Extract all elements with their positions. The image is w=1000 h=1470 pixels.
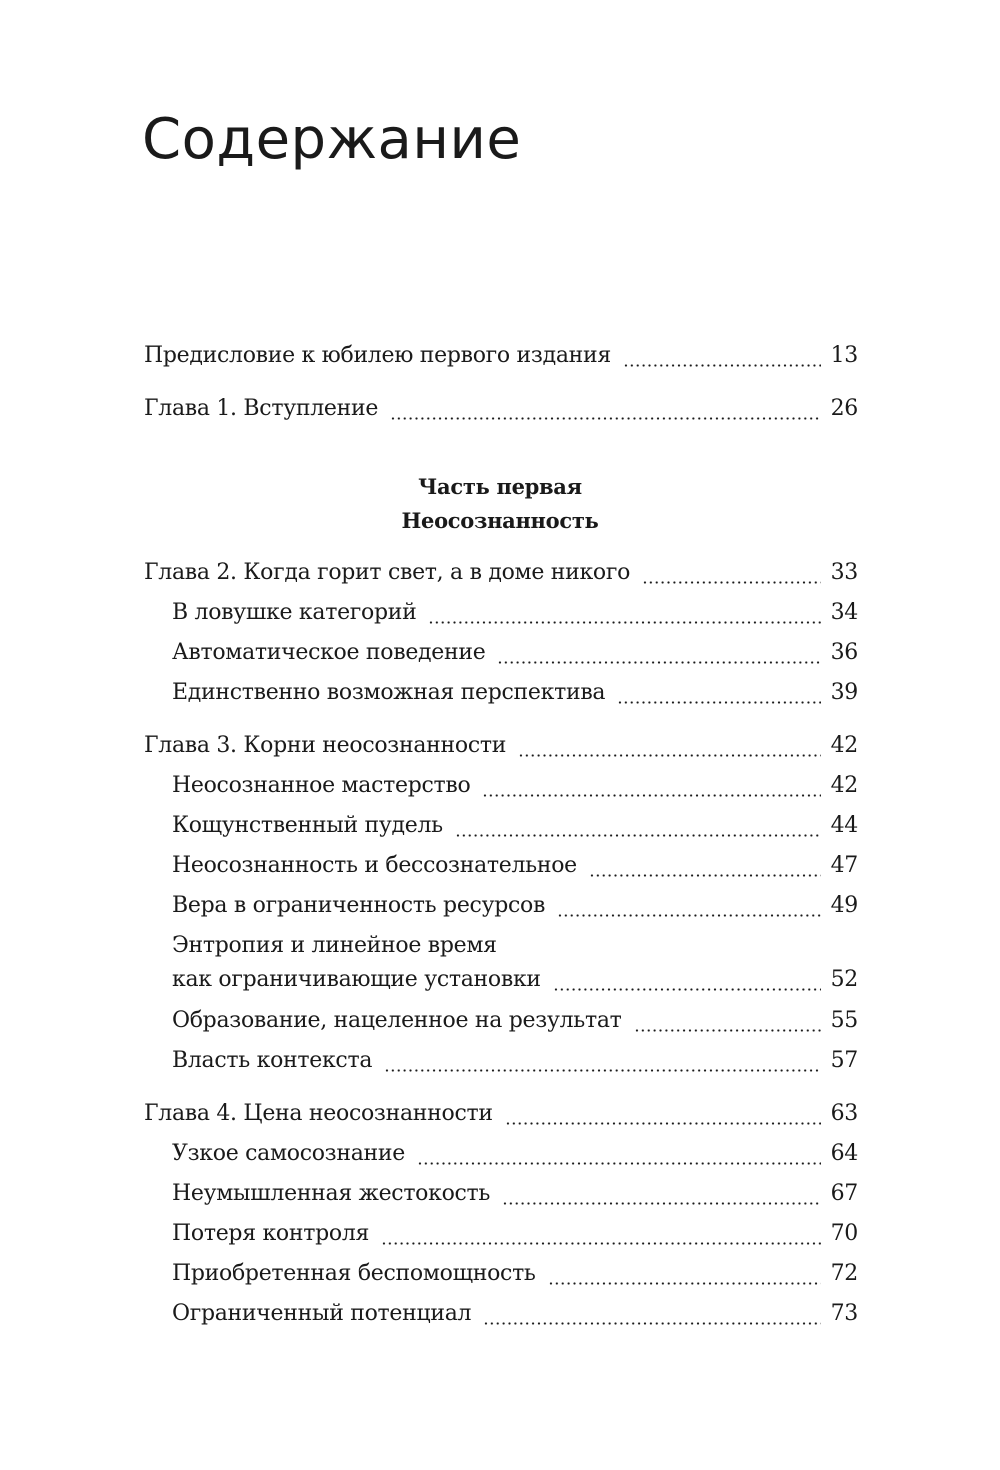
dot-leader xyxy=(548,1257,821,1291)
toc-page-number: 26 xyxy=(830,396,858,421)
part-name-heading: Неосознанность xyxy=(401,508,599,533)
toc-entry-section[interactable] xyxy=(172,929,858,997)
toc-page-number: 49 xyxy=(830,893,858,918)
toc-entry-label: Власть контекста xyxy=(172,1048,373,1073)
dot-leader xyxy=(623,339,821,373)
dot-leader xyxy=(553,963,821,997)
dot-leader xyxy=(455,809,821,843)
toc-entry-label: Узкое самосознание xyxy=(172,1141,405,1166)
toc-entry-label: Неумышленная жестокость xyxy=(172,1181,491,1206)
dot-leader xyxy=(505,1097,821,1131)
dot-leader xyxy=(518,729,820,763)
toc-entry-section[interactable] xyxy=(172,1137,858,1171)
toc-entry-label: Автоматическое поведение xyxy=(172,640,486,665)
toc-entry-label: Глава 2. Когда горит свет, а в доме никого xyxy=(144,560,631,585)
toc-entry-label: Образование, нацеленное на результат xyxy=(172,1008,622,1033)
part-number-heading: Часть первая xyxy=(418,474,582,499)
toc-page-number: 63 xyxy=(830,1101,858,1126)
toc-page-number: 72 xyxy=(830,1261,858,1286)
toc-page-number: 67 xyxy=(830,1181,858,1206)
toc-entry-preface[interactable] xyxy=(144,339,858,373)
toc-page-number: 39 xyxy=(830,680,858,705)
toc-entry-section[interactable] xyxy=(172,1217,858,1251)
toc-entry-section[interactable] xyxy=(172,1297,858,1331)
dot-leader xyxy=(384,1044,820,1078)
toc-entry-label: Предисловие к юбилею первого издания xyxy=(144,343,611,368)
toc-entry-section[interactable] xyxy=(172,1257,858,1291)
toc-entry-section[interactable] xyxy=(172,636,858,670)
dot-leader xyxy=(617,676,820,710)
toc-entry-label: Единственно возможная перспектива xyxy=(172,680,606,705)
toc-entry-label: Глава 1. Вступление xyxy=(144,396,379,421)
toc-page-number: 36 xyxy=(830,640,858,665)
toc-entry-section[interactable] xyxy=(172,1004,858,1038)
toc-entry-label: Вера в ограниченность ресурсов xyxy=(172,893,546,918)
toc-page-number: 42 xyxy=(830,773,858,798)
toc-page-number: 13 xyxy=(830,343,858,368)
toc-page-number: 57 xyxy=(830,1048,858,1073)
dot-leader xyxy=(634,1004,821,1038)
toc-entry-label-line-2: как ограничивающие установки xyxy=(172,967,541,992)
toc-entry-section[interactable] xyxy=(172,596,858,630)
toc-page-number: 44 xyxy=(830,813,858,838)
toc-entry-label: Глава 4. Цена неосознанности xyxy=(144,1101,493,1126)
page-title: Содержание xyxy=(142,107,522,172)
dot-leader xyxy=(390,392,821,426)
dot-leader xyxy=(483,1297,820,1331)
toc-entry-label: Кощунственный пудель xyxy=(172,813,443,838)
toc-entry-section[interactable] xyxy=(172,769,858,803)
toc-entry-chapter-1[interactable] xyxy=(144,392,858,426)
toc-entry-section[interactable] xyxy=(172,1044,858,1078)
toc-page-number: 70 xyxy=(830,1221,858,1246)
dot-leader xyxy=(381,1217,821,1251)
toc-page-number: 55 xyxy=(830,1008,858,1033)
toc-entry-label: Глава 3. Корни неосознанности xyxy=(144,733,507,758)
toc-entry-label: Ограниченный потенциал xyxy=(172,1301,472,1326)
toc-entry-section[interactable] xyxy=(172,809,858,843)
toc-page-number: 73 xyxy=(830,1301,858,1326)
toc-entry-label: Приобретенная беспомощность xyxy=(172,1261,536,1286)
dot-leader xyxy=(642,556,821,590)
dot-leader xyxy=(589,849,821,883)
toc-entry-label: Неосознанное мастерство xyxy=(172,773,471,798)
toc-page-number: 47 xyxy=(830,853,858,878)
toc-entry-section[interactable] xyxy=(172,676,858,710)
dot-leader xyxy=(557,889,821,923)
toc-entry-label xyxy=(172,929,541,997)
dot-leader xyxy=(482,769,820,803)
toc-entry-chapter-2[interactable] xyxy=(144,556,858,590)
toc-entry-chapter-4[interactable] xyxy=(144,1097,858,1131)
toc-entry-section[interactable] xyxy=(172,1177,858,1211)
toc-entry-label: В ловушке категорий xyxy=(172,600,417,625)
dot-leader xyxy=(497,636,820,670)
dot-leader xyxy=(428,596,820,630)
toc-page-number: 64 xyxy=(830,1141,858,1166)
toc-page-number: 34 xyxy=(830,600,858,625)
toc-page-number: 52 xyxy=(830,967,858,992)
dot-leader xyxy=(502,1177,820,1211)
toc-entry-section[interactable] xyxy=(172,849,858,883)
toc-entry-label: Неосознанность и бессознательное xyxy=(172,853,577,878)
toc-entry-label-line-1: Энтропия и линейное время xyxy=(172,933,497,958)
toc-page-number: 42 xyxy=(830,733,858,758)
toc-entry-section[interactable] xyxy=(172,889,858,923)
dot-leader xyxy=(417,1137,821,1171)
toc-page-number: 33 xyxy=(830,560,858,585)
toc-entry-label: Потеря контроля xyxy=(172,1221,370,1246)
toc-entry-chapter-3[interactable] xyxy=(144,729,858,763)
